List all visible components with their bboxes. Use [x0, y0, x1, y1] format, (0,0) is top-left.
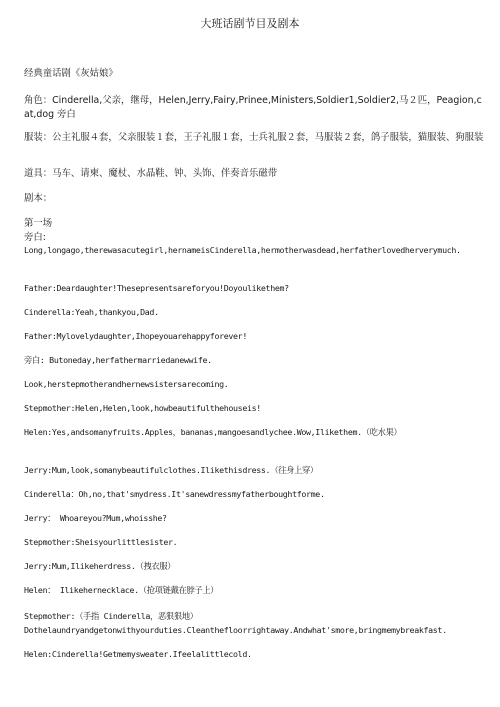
script-label: 剧本：	[24, 193, 53, 204]
narrator-label: 旁白:	[24, 232, 46, 243]
script-line: Father:Mylovelydaughter,Ihopeyouarehappyforever!	[24, 331, 247, 341]
script-line: Stepmother:（手指 Cinderella，恶狠狠地）	[24, 611, 198, 621]
script-line: Stepmother:Sheisyourlittlesister.	[24, 537, 178, 547]
props-paragraph: 道具：马车、请柬、魔杖、水晶鞋、钟、头饰、伴奏音乐磁带	[24, 168, 278, 179]
roles-paragraph: 角色：Cinderella,父亲，继母，Helen,Jerry,Fairy,Prinee,Ministers,Soldier1,Soldier2,马２匹，Peagion,cat,dog 旁白	[24, 95, 482, 120]
script-line: Jerry:Mum,Ilikeherdress.（拽衣服）	[24, 561, 176, 571]
document-title: 大班话剧节目及剧本	[200, 17, 300, 30]
scene-heading: 第一场	[24, 218, 53, 229]
script-line: 旁白: Butoneday,herfathermarriedanewwife.	[24, 355, 212, 365]
costumes-paragraph: 服装：公主礼服４套，父亲服装１套，王子礼服１套，士兵礼服２套，马服装２套，鸽子服装，猫服装、狗服装	[24, 132, 484, 143]
script-line: Helen:Yes,andsomanyfruits.Apples，bananas,mangoesandlychee.Wow,Ilikethem.（吃水果）	[24, 427, 402, 437]
script-line: Cinderella:Yeah,thankyou,Dad.	[24, 307, 159, 317]
script-line: Jerry： Whoareyou?Mum,whoisshe?	[24, 513, 167, 523]
script-line: Cinderella：Oh,no,that'smydress.It'sanewdressmyfatherboughtforme.	[24, 489, 325, 499]
script-line: Helen:Cinderella!Getmemysweater.Ifeelalittlecold.	[24, 649, 252, 659]
play-subtitle: 经典童话剧《灰姑娘》	[24, 68, 118, 79]
script-line: Stepmother:Helen,Helen,look,howbeautifulthehouseis!	[24, 403, 261, 413]
script-line: Helen： Ilikehernecklace.（抢项链戴在脖子上）	[24, 585, 219, 595]
script-line: Long,longago,therewasacutegirl,hernameisCinderella,hermotherwasdead,herfatherlovedherverymuch.	[24, 245, 461, 255]
script-line: Father:Deardaughter!Thesepresentsareforyou!Doyoulikethem?	[24, 283, 289, 293]
script-line: Dothelaundryandgetonwithyourduties.Cleanthefloorrightaway.Andwhat'smore,bringmemybreakfast.	[24, 625, 447, 635]
script-line: Jerry:Mum,look,somanybeautifulclothes.Ilikethisdress.（往身上穿）	[24, 465, 318, 475]
script-line: Look,herstepmotherandhernewsistersarecoming.	[24, 379, 229, 389]
